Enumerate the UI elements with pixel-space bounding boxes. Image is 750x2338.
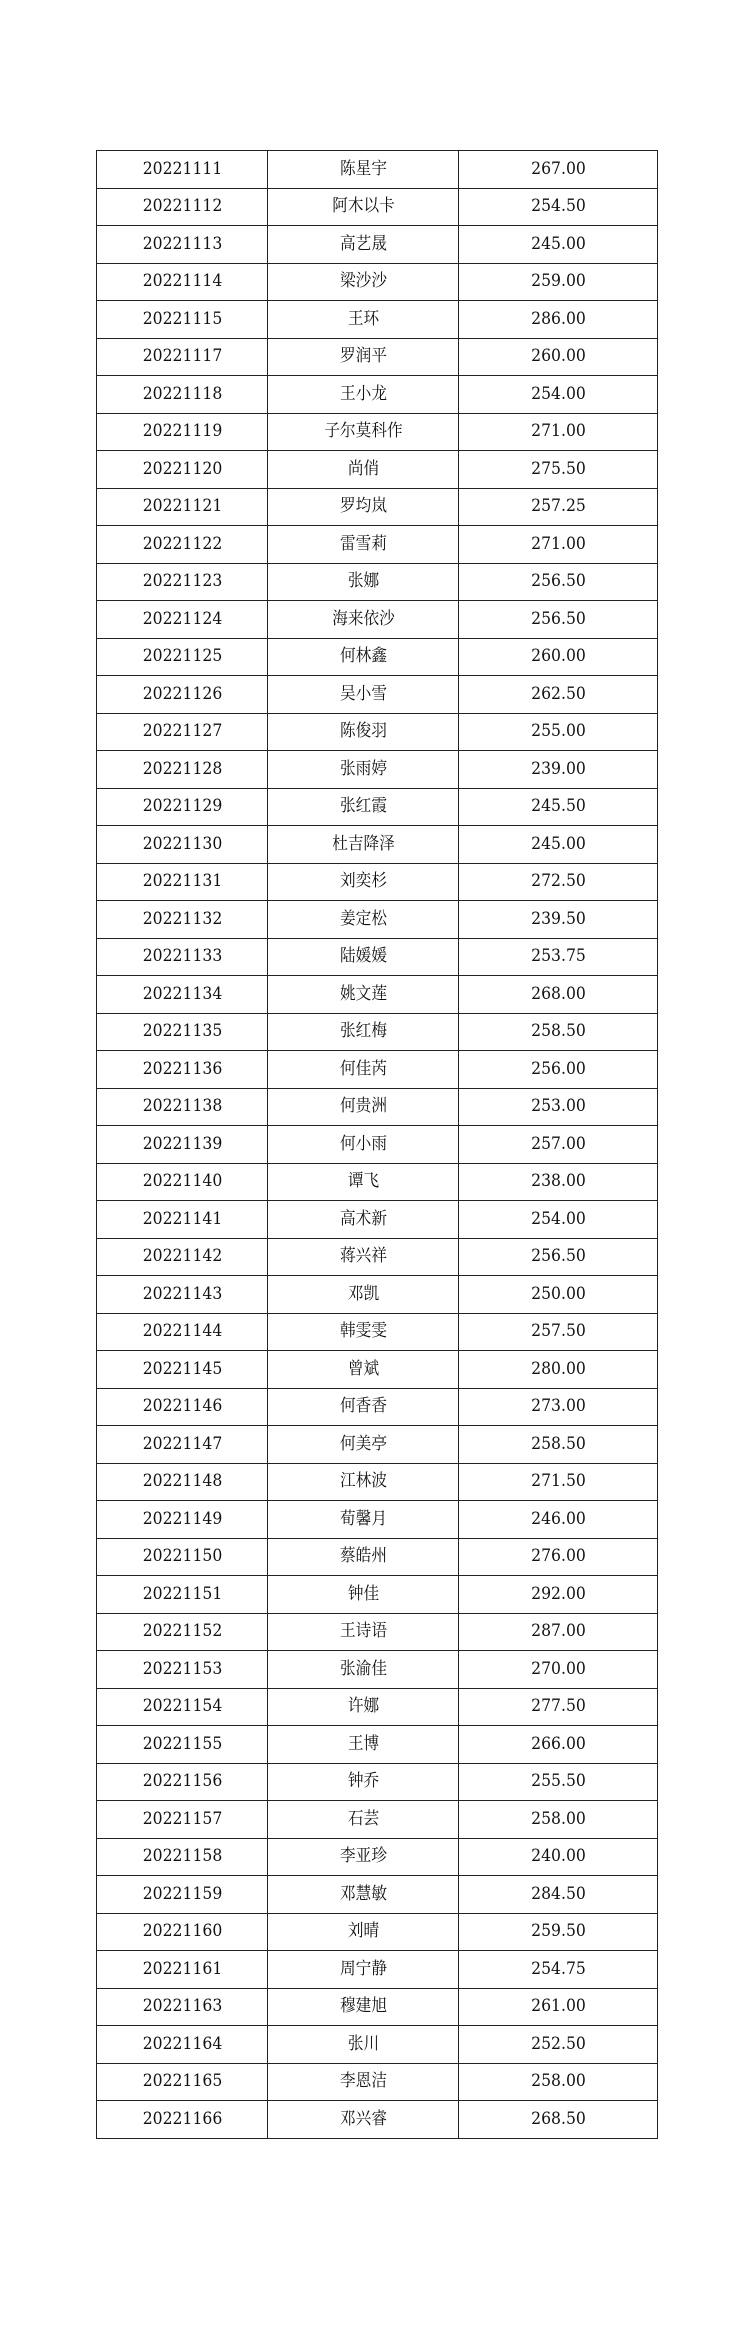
table-row (97, 788, 658, 826)
score-cell: 252.50 (466, 2026, 649, 2064)
student-name-cell: 张渝佳 (275, 1651, 451, 1689)
student-name-cell: 何香香 (275, 1388, 451, 1426)
student-id-cell: 20221125 (103, 638, 260, 676)
student-name-cell: 邓兴睿 (275, 2101, 451, 2139)
student-name-cell: 荀馨月 (275, 1501, 451, 1539)
score-cell: 266.00 (466, 1726, 649, 1764)
score-cell: 260.00 (466, 338, 649, 376)
table-row (97, 2101, 658, 2139)
score-cell: 258.50 (466, 1013, 649, 1051)
student-name-cell: 罗润平 (275, 338, 451, 376)
score-cell: 284.50 (466, 1876, 649, 1914)
table-row (97, 2063, 658, 2101)
table-row (97, 1501, 658, 1539)
student-name-cell: 周宁静 (275, 1951, 451, 1989)
student-name-cell: 阿木以卡 (275, 188, 451, 226)
table-row (97, 1876, 658, 1914)
table-row (97, 713, 658, 751)
score-cell: 245.00 (466, 826, 649, 864)
score-cell: 254.00 (466, 376, 649, 414)
student-id-cell: 20221136 (103, 1051, 260, 1089)
score-cell: 246.00 (466, 1501, 649, 1539)
student-id-cell: 20221129 (103, 788, 260, 826)
table-row (97, 1613, 658, 1651)
score-cell: 256.50 (466, 563, 649, 601)
table-row (97, 526, 658, 564)
student-name-cell: 罗均岚 (275, 488, 451, 526)
score-cell: 257.50 (466, 1313, 649, 1351)
student-id-cell: 20221156 (103, 1763, 260, 1801)
student-name-cell: 梁沙沙 (275, 263, 451, 301)
student-name-cell: 雷雪莉 (275, 526, 451, 564)
table-row (97, 1538, 658, 1576)
student-id-cell: 20221126 (103, 676, 260, 714)
table-row (97, 1088, 658, 1126)
student-name-cell: 钟乔 (275, 1763, 451, 1801)
student-id-cell: 20221164 (103, 2026, 260, 2064)
table-row (97, 563, 658, 601)
student-name-cell: 王小龙 (275, 376, 451, 414)
student-id-cell: 20221144 (103, 1313, 260, 1351)
student-id-cell: 20221145 (103, 1351, 260, 1389)
student-id-cell: 20221159 (103, 1876, 260, 1914)
student-name-cell: 吴小雪 (275, 676, 451, 714)
score-cell: 245.50 (466, 788, 649, 826)
score-cell: 255.00 (466, 713, 649, 751)
student-name-cell: 何美亭 (275, 1426, 451, 1464)
student-name-cell: 何林鑫 (275, 638, 451, 676)
score-cell: 276.00 (466, 1538, 649, 1576)
table-row (97, 1801, 658, 1839)
student-id-cell: 20221160 (103, 1913, 260, 1951)
table-row (97, 301, 658, 339)
score-cell: 239.00 (466, 751, 649, 789)
student-id-cell: 20221161 (103, 1951, 260, 1989)
student-name-cell: 何贵洲 (275, 1088, 451, 1126)
student-id-cell: 20221141 (103, 1201, 260, 1239)
student-name-cell: 尚俏 (275, 451, 451, 489)
score-cell: 257.00 (466, 1126, 649, 1164)
student-name-cell: 高术新 (275, 1201, 451, 1239)
score-cell: 286.00 (466, 301, 649, 339)
score-cell: 272.50 (466, 863, 649, 901)
student-id-cell: 20221151 (103, 1576, 260, 1614)
student-id-cell: 20221122 (103, 526, 260, 564)
score-cell: 245.00 (466, 226, 649, 264)
student-id-cell: 20221150 (103, 1538, 260, 1576)
student-id-cell: 20221142 (103, 1238, 260, 1276)
student-id-cell: 20221124 (103, 601, 260, 639)
score-cell: 256.50 (466, 601, 649, 639)
score-cell: 258.00 (466, 2063, 649, 2101)
score-cell: 267.00 (466, 151, 649, 189)
student-id-cell: 20221117 (103, 338, 260, 376)
score-cell: 255.50 (466, 1763, 649, 1801)
student-name-cell: 李亚珍 (275, 1838, 451, 1876)
student-name-cell: 海来依沙 (275, 601, 451, 639)
student-name-cell: 王博 (275, 1726, 451, 1764)
student-id-cell: 20221123 (103, 563, 260, 601)
score-cell: 253.00 (466, 1088, 649, 1126)
score-cell: 277.50 (466, 1688, 649, 1726)
table-row (97, 1951, 658, 1989)
table-row (97, 451, 658, 489)
table-row (97, 676, 658, 714)
student-name-cell: 王诗语 (275, 1613, 451, 1651)
table-row (97, 1688, 658, 1726)
student-id-cell: 20221111 (103, 151, 260, 189)
score-cell: 258.00 (466, 1801, 649, 1839)
student-id-cell: 20221112 (103, 188, 260, 226)
score-cell: 271.00 (466, 526, 649, 564)
score-cell: 287.00 (466, 1613, 649, 1651)
score-cell: 259.00 (466, 263, 649, 301)
student-id-cell: 20221127 (103, 713, 260, 751)
student-name-cell: 江林波 (275, 1463, 451, 1501)
score-cell: 256.50 (466, 1238, 649, 1276)
table-row (97, 263, 658, 301)
student-id-cell: 20221154 (103, 1688, 260, 1726)
score-cell: 260.00 (466, 638, 649, 676)
student-name-cell: 石芸 (275, 1801, 451, 1839)
score-cell: 273.00 (466, 1388, 649, 1426)
score-cell: 253.75 (466, 938, 649, 976)
student-name-cell: 何小雨 (275, 1126, 451, 1164)
student-id-cell: 20221134 (103, 976, 260, 1014)
student-id-cell: 20221113 (103, 226, 260, 264)
table-row (97, 976, 658, 1014)
score-cell: 238.00 (466, 1163, 649, 1201)
score-cell: 275.50 (466, 451, 649, 489)
student-name-cell: 高艺晟 (275, 226, 451, 264)
table-row (97, 413, 658, 451)
student-id-cell: 20221143 (103, 1276, 260, 1314)
table-row (97, 1313, 658, 1351)
student-id-cell: 20221121 (103, 488, 260, 526)
student-name-cell: 张娜 (275, 563, 451, 601)
table-row (97, 1163, 658, 1201)
score-cell: 250.00 (466, 1276, 649, 1314)
student-id-cell: 20221135 (103, 1013, 260, 1051)
student-name-cell: 谭飞 (275, 1163, 451, 1201)
score-cell: 254.50 (466, 188, 649, 226)
score-cell: 257.25 (466, 488, 649, 526)
student-id-cell: 20221115 (103, 301, 260, 339)
table-row (97, 1426, 658, 1464)
student-id-cell: 20221114 (103, 263, 260, 301)
student-name-cell: 许娜 (275, 1688, 451, 1726)
table-row (97, 1726, 658, 1764)
table-row (97, 1388, 658, 1426)
student-id-cell: 20221155 (103, 1726, 260, 1764)
student-id-cell: 20221166 (103, 2101, 260, 2139)
score-cell: 271.50 (466, 1463, 649, 1501)
table-row (97, 226, 658, 264)
student-name-cell: 钟佳 (275, 1576, 451, 1614)
student-id-cell: 20221133 (103, 938, 260, 976)
table-row (97, 863, 658, 901)
table-row (97, 338, 658, 376)
score-cell: 268.50 (466, 2101, 649, 2139)
table-row (97, 638, 658, 676)
student-id-cell: 20221158 (103, 1838, 260, 1876)
table-row (97, 826, 658, 864)
table-row (97, 1763, 658, 1801)
student-id-cell: 20221165 (103, 2063, 260, 2101)
student-id-cell: 20221153 (103, 1651, 260, 1689)
student-id-cell: 20221131 (103, 863, 260, 901)
score-cell: 292.00 (466, 1576, 649, 1614)
table-row (97, 1576, 658, 1614)
score-table (96, 150, 658, 2139)
student-id-cell: 20221146 (103, 1388, 260, 1426)
score-cell: 280.00 (466, 1351, 649, 1389)
score-cell: 270.00 (466, 1651, 649, 1689)
student-name-cell: 王环 (275, 301, 451, 339)
student-id-cell: 20221130 (103, 826, 260, 864)
table-row (97, 938, 658, 976)
table-row (97, 488, 658, 526)
student-name-cell: 张红梅 (275, 1013, 451, 1051)
table-row (97, 188, 658, 226)
student-id-cell: 20221152 (103, 1613, 260, 1651)
table-row (97, 376, 658, 414)
student-name-cell: 李恩洁 (275, 2063, 451, 2101)
student-id-cell: 20221139 (103, 1126, 260, 1164)
score-cell: 256.00 (466, 1051, 649, 1089)
score-cell: 240.00 (466, 1838, 649, 1876)
student-name-cell: 杜吉降泽 (275, 826, 451, 864)
table-row (97, 1201, 658, 1239)
student-id-cell: 20221128 (103, 751, 260, 789)
score-cell: 268.00 (466, 976, 649, 1014)
table-row (97, 1913, 658, 1951)
table-row (97, 1013, 658, 1051)
table-row (97, 1051, 658, 1089)
score-cell: 239.50 (466, 901, 649, 939)
student-name-cell: 张川 (275, 2026, 451, 2064)
student-name-cell: 张红霞 (275, 788, 451, 826)
student-name-cell: 邓慧敏 (275, 1876, 451, 1914)
student-id-cell: 20221120 (103, 451, 260, 489)
table-row (97, 1238, 658, 1276)
student-name-cell: 何佳芮 (275, 1051, 451, 1089)
student-name-cell: 韩雯雯 (275, 1313, 451, 1351)
student-id-cell: 20221148 (103, 1463, 260, 1501)
table-row (97, 1463, 658, 1501)
student-id-cell: 20221157 (103, 1801, 260, 1839)
score-cell: 254.00 (466, 1201, 649, 1239)
table-row (97, 1988, 658, 2026)
student-name-cell: 刘晴 (275, 1913, 451, 1951)
student-id-cell: 20221119 (103, 413, 260, 451)
student-name-cell: 刘奕杉 (275, 863, 451, 901)
table-row (97, 901, 658, 939)
student-name-cell: 陈俊羽 (275, 713, 451, 751)
student-id-cell: 20221118 (103, 376, 260, 414)
table-row (97, 751, 658, 789)
score-cell: 258.50 (466, 1426, 649, 1464)
table-row (97, 151, 658, 189)
table-row (97, 1838, 658, 1876)
score-table-body (97, 151, 658, 2139)
student-id-cell: 20221138 (103, 1088, 260, 1126)
student-id-cell: 20221140 (103, 1163, 260, 1201)
student-id-cell: 20221163 (103, 1988, 260, 2026)
student-name-cell: 蔡皓州 (275, 1538, 451, 1576)
table-row (97, 2026, 658, 2064)
score-cell: 262.50 (466, 676, 649, 714)
student-name-cell: 张雨婷 (275, 751, 451, 789)
table-row (97, 1351, 658, 1389)
student-name-cell: 蒋兴祥 (275, 1238, 451, 1276)
student-name-cell: 陆媛媛 (275, 938, 451, 976)
student-id-cell: 20221147 (103, 1426, 260, 1464)
student-id-cell: 20221149 (103, 1501, 260, 1539)
student-name-cell: 子尔莫科作 (275, 413, 451, 451)
table-row (97, 1126, 658, 1164)
table-row (97, 1651, 658, 1689)
student-name-cell: 陈星宇 (275, 151, 451, 189)
student-id-cell: 20221132 (103, 901, 260, 939)
score-cell: 271.00 (466, 413, 649, 451)
student-name-cell: 姚文莲 (275, 976, 451, 1014)
student-name-cell: 姜定松 (275, 901, 451, 939)
student-name-cell: 穆建旭 (275, 1988, 451, 2026)
score-cell: 261.00 (466, 1988, 649, 2026)
table-row (97, 601, 658, 639)
table-row (97, 1276, 658, 1314)
score-cell: 254.75 (466, 1951, 649, 1989)
student-name-cell: 邓凯 (275, 1276, 451, 1314)
student-name-cell: 曾斌 (275, 1351, 451, 1389)
score-cell: 259.50 (466, 1913, 649, 1951)
